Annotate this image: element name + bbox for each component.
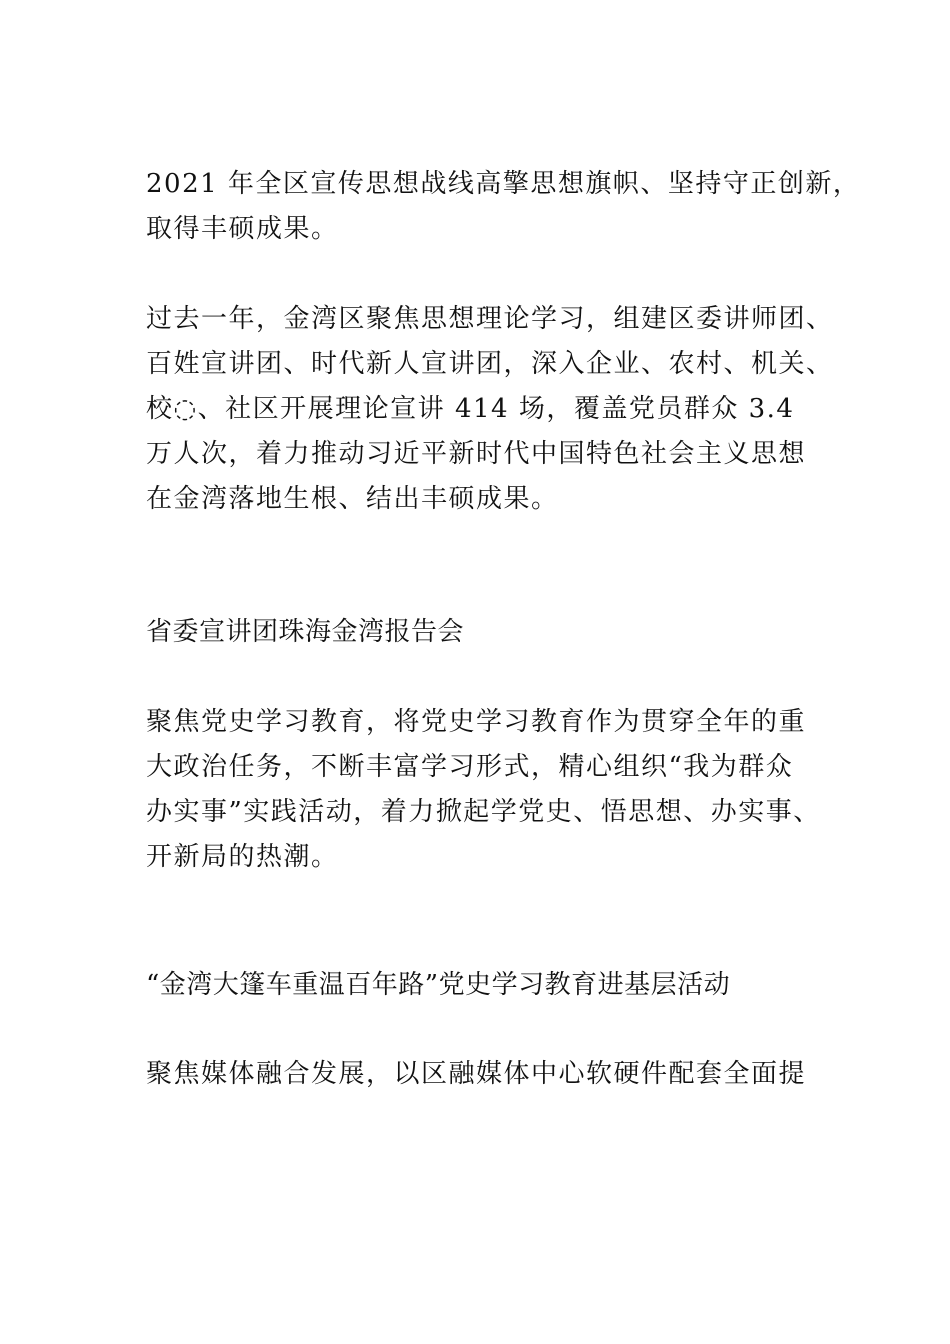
paragraph-2-line-5: 在金湾落地生根、结出丰硕成果。 <box>146 484 559 514</box>
paragraph-2-line-2: 百姓宣讲团、时代新人宣讲团，深入企业、农村、机关、 <box>146 349 834 379</box>
paragraph-3-line-2: 大政治任务，不断丰富学习形式，精心组织“我为群众 <box>146 752 794 782</box>
paragraph-2-line-1: 过去一年，金湾区聚焦思想理论学习，组建区委讲师团、 <box>146 304 834 334</box>
photo-caption-1: 省委宣讲团珠海金湾报告会 <box>146 617 465 647</box>
paragraph-2-line-3: 校◌、社区开展理论宣讲 414 场，覆盖党员群众 3.4 <box>146 394 795 424</box>
paragraph-4-line-1: 聚焦媒体融合发展，以区融媒体中心软硬件配套全面提 <box>146 1059 807 1089</box>
paragraph-3-line-1: 聚焦党史学习教育，将党史学习教育作为贯穿全年的重 <box>146 707 807 737</box>
paragraph-3-line-3: 办实事”实践活动，着力掀起学党史、悟思想、办实事、 <box>146 797 821 827</box>
paragraph-3-line-4: 开新局的热潮。 <box>146 842 339 872</box>
photo-caption-2: “金湾大篷车重温百年路”党史学习教育进基层活动 <box>146 970 731 1000</box>
paragraph-2-line-4: 万人次，着力推动习近平新时代中国特色社会主义思想 <box>146 439 807 469</box>
paragraph-1-line-2: 取得丰硕成果。 <box>146 214 339 244</box>
paragraph-1-line-1: 2021 年全区宣传思想战线高擎思想旗帜、坚持守正创新， <box>146 169 861 199</box>
